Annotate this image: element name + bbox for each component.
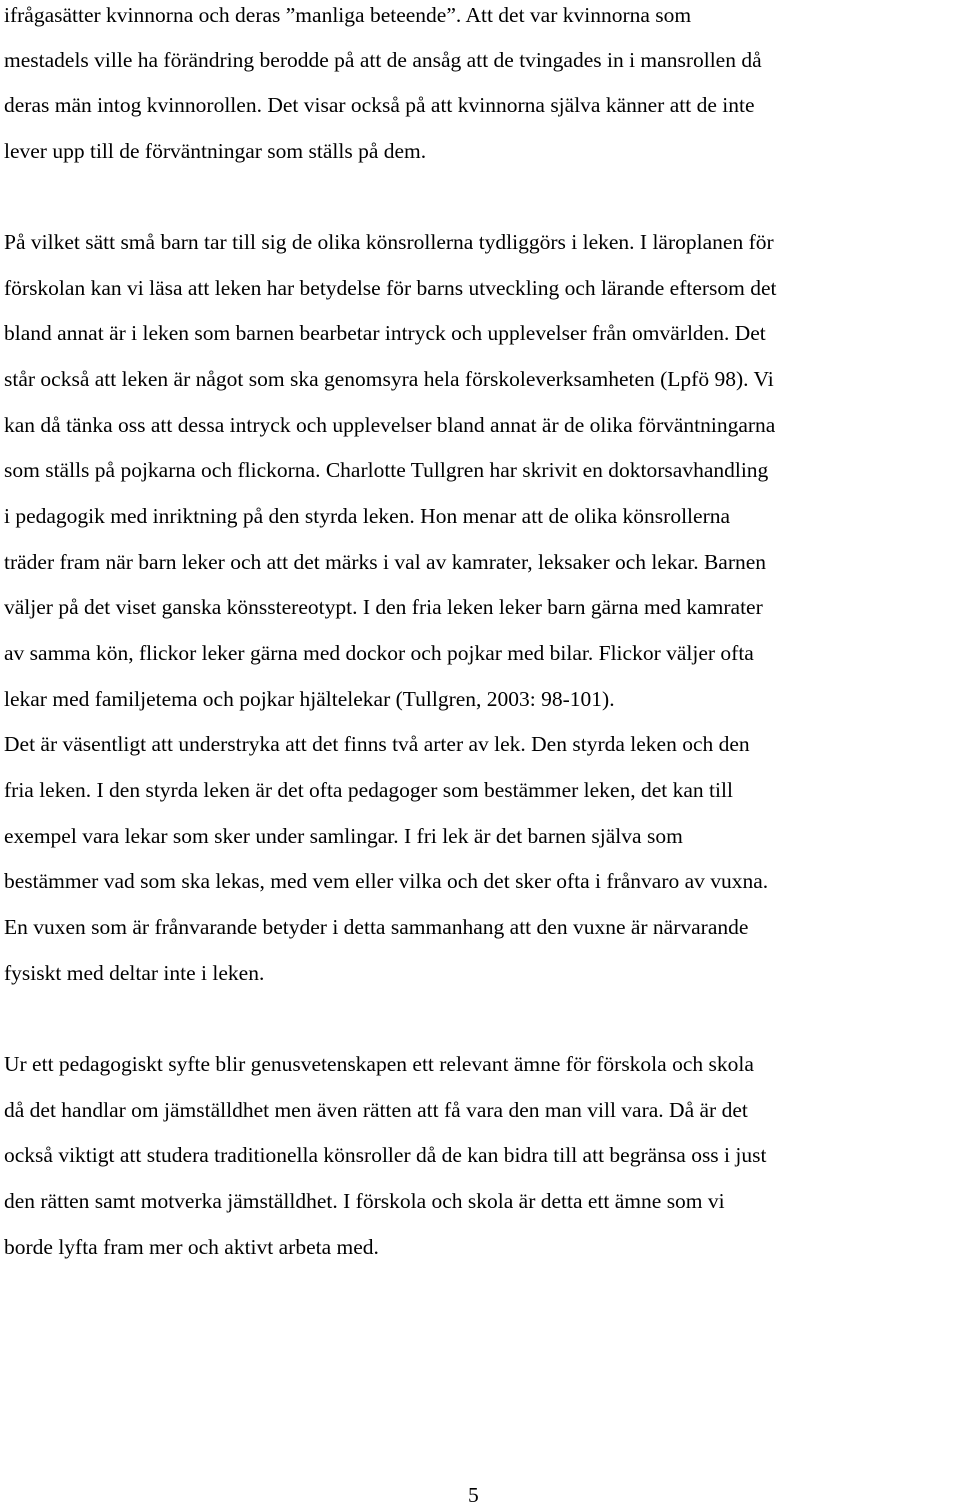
paragraph-1-line-2: mestadels ville ha förändring berodde på att de ansåg att de tvingades in i mansrollen då bbox=[4, 48, 762, 72]
paragraph-3-line-4: den rätten samt motverka jämställdhet. I förskola och skola är detta ett ämne som vi bbox=[4, 1189, 725, 1213]
paragraph-2-line-10: av samma kön, flickor leker gärna med dockor och pojkar med bilar. Flickor väljer ofta bbox=[4, 641, 754, 665]
paragraph-2-line-8: träder fram när barn leker och att det märks i val av kamrater, leksaker och lekar. Barnen bbox=[4, 550, 767, 574]
paragraph-2-line-7: i pedagogik med inriktning på den styrda leken. Hon menar att de olika könsrollerna bbox=[4, 504, 731, 528]
paragraph-2-line-2: förskolan kan vi läsa att leken har betydelse för barns utveckling och lärande eftersom det bbox=[4, 276, 777, 300]
paragraph-2-line-5: kan då tänka oss att dessa intryck och upplevelser bland annat är de olika förväntningarna bbox=[4, 413, 776, 437]
paragraph-2-line-3: bland annat är i leken som barnen bearbetar intryck och upplevelser från omvärlden. Det bbox=[4, 321, 766, 345]
paragraph-2-line-16: En vuxen som är frånvarande betyder i detta sammanhang att den vuxne är närvarande bbox=[4, 915, 749, 939]
paragraph-1-line-1: ifrågasätter kvinnorna och deras ”manliga beteende”. Att det var kvinnorna som bbox=[4, 3, 692, 27]
paragraph-2-line-11: lekar med familjetema och pojkar hjältelekar (Tullgren, 2003: 98-101). bbox=[4, 687, 615, 711]
paragraph-2-line-1: På vilket sätt små barn tar till sig de olika könsrollerna tydliggörs i leken. I läroplanen för bbox=[4, 230, 774, 254]
paragraph-2-line-9: väljer på det viset ganska könsstereotypt. I den fria leken leker barn gärna med kamrater bbox=[4, 595, 763, 619]
paragraph-1-line-3: deras män intog kvinnorollen. Det visar också på att kvinnorna själva känner att de inte bbox=[4, 93, 755, 117]
paragraph-3-line-5: borde lyfta fram mer och aktivt arbeta med. bbox=[4, 1235, 379, 1259]
paragraph-2-line-12: Det är väsentligt att understryka att det finns två arter av lek. Den styrda leken och den bbox=[4, 732, 750, 756]
paragraph-3-line-3: också viktigt att studera traditionella könsroller då de kan bidra till att begränsa oss i just bbox=[4, 1143, 767, 1167]
paragraph-2-line-17: fysiskt med deltar inte i leken. bbox=[4, 961, 265, 985]
paragraph-2-line-14: exempel vara lekar som sker under samlingar. I fri lek är det barnen själva som bbox=[4, 824, 683, 848]
paragraph-2-line-6: som ställs på pojkarna och flickorna. Charlotte Tullgren har skrivit en doktorsavhandling bbox=[4, 458, 769, 482]
paragraph-3-line-1: Ur ett pedagogiskt syfte blir genusvetenskapen ett relevant ämne för förskola och skola bbox=[4, 1052, 754, 1076]
paragraph-2-line-13: fria leken. I den styrda leken är det ofta pedagoger som bestämmer leken, det kan till bbox=[4, 778, 733, 802]
paragraph-2-line-15: bestämmer vad som ska lekas, med vem eller vilka och det sker ofta i frånvaro av vuxna. bbox=[4, 869, 769, 893]
paragraph-3-line-2: då det handlar om jämställdhet men även rätten att få vara den man vill vara. Då är det bbox=[4, 1098, 748, 1122]
page-number: 5 bbox=[468, 1483, 479, 1507]
paragraph-1-line-4: lever upp till de förväntningar som ställs på dem. bbox=[4, 139, 427, 163]
paragraph-2-line-4: står också att leken är något som ska genomsyra hela förskoleverksamheten (Lpfö 98). Vi bbox=[4, 367, 774, 391]
